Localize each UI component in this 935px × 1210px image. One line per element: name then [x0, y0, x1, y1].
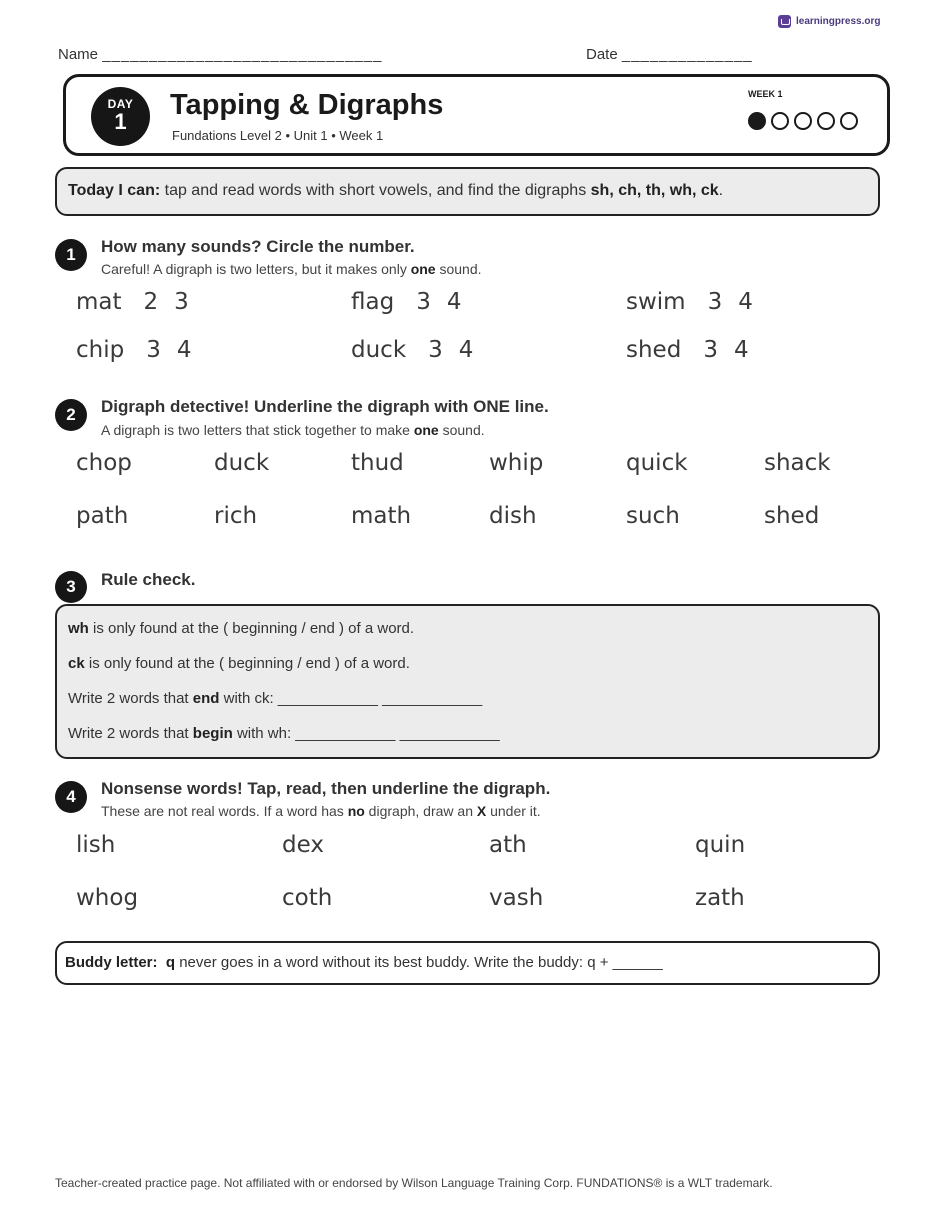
sound-count-item — [626, 289, 753, 315]
date-blank[interactable]: ______________ — [621, 46, 753, 63]
sound-count-item — [351, 289, 461, 315]
practice-word: mat — [76, 289, 122, 315]
week-progress — [748, 112, 858, 130]
count-choice[interactable]: 4 — [446, 289, 462, 315]
footer-disclaimer: Teacher-created practice page. Not affiliated with or endorsed by Wilson Language Training Corp. FUNDATIONS® is a WLT trademark. — [55, 1176, 773, 1190]
goal-digraphs: sh, ch, th, wh, ck — [590, 182, 719, 199]
nonsense-word[interactable]: coth — [282, 885, 333, 911]
count-choice[interactable]: 3 — [707, 289, 723, 315]
goal-end: . — [718, 182, 724, 199]
section-3-number: 3 — [55, 571, 87, 603]
write-ck-words[interactable]: Write 2 words that end with ck: ____________ ____________ — [68, 690, 483, 707]
sound-count-item — [351, 337, 473, 363]
nonsense-word[interactable]: quin — [695, 832, 746, 858]
buddy-letter-box[interactable]: Buddy letter: q never goes in a word without its best buddy. Write the buddy: q + ______ — [55, 941, 880, 985]
section-1-number: 1 — [55, 239, 87, 271]
section-4-number: 4 — [55, 781, 87, 813]
practice-word: duck — [351, 337, 407, 363]
count-choice[interactable]: 3 — [146, 337, 161, 363]
goal-lead: Today I can: — [68, 182, 161, 199]
nonsense-word[interactable]: zath — [695, 885, 745, 911]
section-1-title: How many sounds? Circle the number. — [101, 237, 415, 256]
week-progress-dot — [840, 112, 858, 130]
week-progress-dot — [817, 112, 835, 130]
count-choice[interactable]: 4 — [458, 337, 474, 363]
header-card — [63, 74, 890, 156]
sound-count-item — [76, 289, 189, 315]
write-wh-words[interactable]: Write 2 words that begin with wh: ____________ ____________ — [68, 725, 500, 742]
count-choice[interactable]: 4 — [733, 337, 749, 363]
digraph-word[interactable]: math — [351, 503, 412, 529]
practice-word: shed — [626, 337, 682, 363]
digraph-word[interactable]: thud — [351, 450, 404, 476]
count-choice[interactable]: 3 — [428, 337, 443, 363]
sound-count-item — [76, 337, 192, 363]
practice-word: flag — [351, 289, 395, 315]
day-number: 1 — [114, 109, 127, 134]
count-choice[interactable]: 4 — [738, 289, 753, 315]
name-line — [58, 46, 382, 63]
day-badge — [91, 87, 150, 146]
sound-count-item — [626, 337, 749, 363]
rule-check-box — [55, 604, 880, 759]
digraph-word[interactable]: shed — [764, 503, 820, 529]
section-2-number: 2 — [55, 399, 87, 431]
nonsense-word[interactable]: dex — [282, 832, 324, 858]
nonsense-word[interactable]: vash — [489, 885, 544, 911]
section-2-subtitle: A digraph is two letters that stick together to make one sound. — [101, 422, 485, 438]
date-line — [586, 46, 753, 63]
goal-box — [55, 167, 880, 216]
goal-text: tap and read words with short vowels, and find the digraphs — [160, 182, 591, 199]
nonsense-word[interactable]: whog — [76, 885, 139, 911]
rule-wh[interactable]: wh is only found at the ( beginning / end ) of a word. — [68, 620, 415, 637]
day-label: DAY — [107, 97, 134, 111]
rule-ck[interactable]: ck is only found at the ( beginning / end ) of a word. — [68, 655, 410, 672]
section-4-title: Nonsense words! Tap, read, then underline the digraph. — [101, 779, 551, 798]
count-choice[interactable]: 3 — [174, 289, 189, 315]
name-blank[interactable]: ______________________________ — [102, 46, 383, 63]
date-label: Date — [586, 46, 618, 63]
digraph-word[interactable]: path — [76, 503, 129, 529]
week-progress-dot — [748, 112, 766, 130]
week-label: WEEK 1 — [748, 89, 783, 99]
practice-word: chip — [76, 337, 125, 363]
brand-link[interactable] — [778, 13, 880, 29]
page-subtitle: Fundations Level 2 • Unit 1 • Week 1 — [172, 128, 384, 143]
section-2-title: Digraph detective! Underline the digraph with ONE line. — [101, 397, 549, 416]
section-4-subtitle: These are not real words. If a word has no digraph, draw an X under it. — [101, 803, 541, 819]
digraph-word[interactable]: dish — [489, 503, 537, 529]
nonsense-word[interactable]: lish — [76, 832, 116, 858]
count-choice[interactable]: 3 — [416, 289, 431, 315]
digraph-word[interactable]: such — [626, 503, 680, 529]
digraph-word[interactable]: shack — [764, 450, 831, 476]
count-choice[interactable]: 4 — [176, 337, 192, 363]
brand-text: learningpress.org — [796, 15, 881, 27]
practice-word: swim — [626, 289, 686, 315]
count-choice[interactable]: 3 — [703, 337, 718, 363]
name-label: Name — [58, 46, 99, 63]
digraph-word[interactable]: whip — [489, 450, 544, 476]
digraph-word[interactable]: quick — [626, 450, 688, 476]
page-title: Tapping & Digraphs — [170, 89, 444, 121]
nonsense-word[interactable]: ath — [489, 832, 527, 858]
count-choice[interactable]: 2 — [143, 289, 159, 315]
digraph-word[interactable]: duck — [214, 450, 270, 476]
section-1-subtitle: Careful! A digraph is two letters, but it makes only one sound. — [101, 261, 482, 277]
digraph-word[interactable]: rich — [214, 503, 258, 529]
week-progress-dot — [771, 112, 789, 130]
digraph-word[interactable]: chop — [76, 450, 132, 476]
book-icon — [778, 15, 791, 28]
section-3-title: Rule check. — [101, 570, 196, 589]
week-progress-dot — [794, 112, 812, 130]
